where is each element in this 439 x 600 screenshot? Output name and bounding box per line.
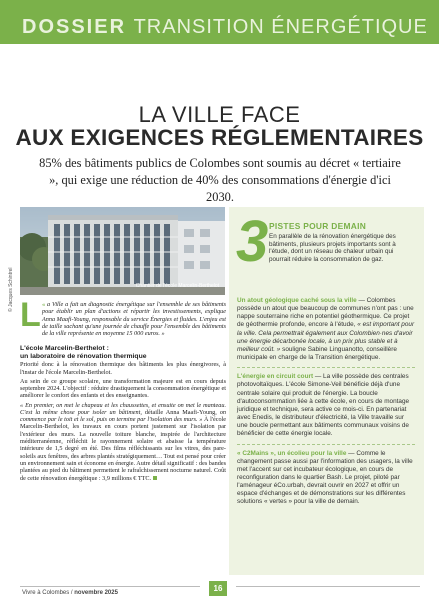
end-mark-icon [153,476,157,480]
drop-cap: L [20,296,41,334]
footer-rule-right [236,586,420,587]
sidebar-section-1-end: souligne Sabine Linguanotto, conseillère municipale en charge de la Transition énergétique. [237,345,397,362]
sidebar-title: PISTES POUR DEMAIN [269,221,367,231]
opening-quote-mark-icon: « [42,301,46,308]
sidebar-section-1-head: Un atout géologique caché sous la ville [237,297,357,304]
article-subhead [20,345,226,361]
sidebar-section-3-head: « C2Mains », un écolieu pour la ville [237,449,347,457]
article-title-line1: LA VILLE FACE [138,102,301,127]
sidebar-number: 3 [236,209,269,274]
dossier-header-band [0,0,439,44]
paragraph-1: Priorité donc à la rénovation thermique des bâtiments les plus énergivores, à l'instar de l'école Marcelin-Berthelot. [20,361,226,376]
p3-end: À l'école Marcelin-Berthelot, les travaux en cours portent justement sur l'isolation par l'extérieur des murs. La nouvelle toiture blanche, inspirée de l'architecture méditerranéenne, réfléchit le rayonnement solaire et abaisse la température intérieure de 1,5 degré en été. Des films réfléchissants sur les vitres, des pare-soleils aux fenêtres, des arbres plantés stratégiquement… Tout est pensé pour créer un environnement sain et économe en énergie. Autre détail significatif : des bandes plantées au pied du bâtiment permettent le rafraîchissement nocturne naturel. Coût de cette rénovation énergétique : 3,9 millions € TTC. [20,416,227,482]
p3-quote: « En premier, on met le chapeau et les chaussettes, et ensuite on met le manteau. C'est la même chose pour isoler un bâtiment, [20,401,226,416]
intro-text: a Ville a fait un diagnostic énergétique sur l'ensemble de ses bâtiments pour établir un plan d'actions et répartir les investissements, explique Anna Maafi-Young, responsable du service Énergies et fluides. L'enjeu est de taille sachant qu'une journée de chauffe pour l'ensemble des bâtiments de la ville représente en moyenne 15 000 euros. » [42,301,226,338]
p3-quote2: on commence par le toit et le sol, puis on termine par l'isolation des murs. » [20,408,227,424]
sidebar-divider [237,444,415,445]
subhead-line2: un laboratoire de rénovation thermique [20,353,147,361]
article-intro [20,296,226,338]
article-lead: 85% des bâtiments publics de Colombes sont soumis au décret « tertiaire », qui exige une réduction de 40% des consommations d'énergie d'ici 2030. [39,156,401,204]
sidebar-section-2 [237,373,415,438]
sidebar-section-1-quote: « est important pour la ville. Cela permettrait également aux Colombien·nes d'avoir une énergie décarbonée locale, à un prix plus stable et à meilleur coût. » [237,321,415,353]
footer-rule-left [20,586,200,587]
article-title-line2: AUX EXIGENCES RÉGLEMENTAIRES [15,125,424,150]
article-body [20,296,227,484]
sidebar-section-3-body: — Comme le changement passe aussi par l'information des usagers, la ville met l'accent sur cet incubateur écologique, en cours de reconfiguration dans le quartier Bash. Le projet, piloté par l'aménageur éCo.urbah, devrait ouvrir en 2027 et offrir un espace d'échanges et de démonstrations sur les différentes solutions « vertes » pour la ville de demain. [237,449,413,506]
school-building-illustration [20,207,225,295]
sidebar-box [229,207,424,575]
p3-attrib: détaille Anna Maafi-Young, [141,408,220,416]
sidebar-section-2-head: L'énergie en circuit court [237,373,314,381]
footer-pub-name: Vivre à Colombes / [22,590,73,596]
footer-date: novembre 2025 [74,590,118,596]
sidebar-body [237,297,415,507]
paragraph-3 [20,402,226,482]
sidebar-section-2-body: — La ville possède des centrales photovoltaïques. L'école Simone-Veil bénéficie déjà d'une centrale solaire qui produit de l'énergie. La boucle d'autoconsommation liée à cette école, en cours de montage juridique et technique, sera active ce mois-ci. En partenariat avec Enedis, le distributeur d'électricité, la Ville travaille sur une boucle permettant aux bâtiments communaux voisins de bénéficier de cette énergie locale. [237,373,410,438]
header-word-topic: TRANSITION ÉNERGÉTIQUE [133,16,428,38]
paragraph-2: Au sein de ce groupe scolaire, une transformation majeure est en cours depuis septembre 2024. L'objectif : réduire drastiquement la consommation énergétique et améliorer le confort des enfants et des enseignantes. [20,377,226,400]
page-footer [0,576,439,600]
intro-quote [42,301,226,337]
sidebar-section-1 [237,297,415,362]
school-photo [20,207,225,295]
header-word-dossier: DOSSIER [22,16,127,38]
photo-credit [8,212,20,312]
sidebar-intro: En parallèle de la rénovation énergétique des bâtiments, plusieurs projets importants sont à l'étude, dont un réseau de chaleur urbain qui pourrait réduire la consommation de gaz. [269,233,396,264]
sidebar-section-1-body: — Colombes possède un atout que beaucoup de communes n'ont pas : une nappe souterraine riche en potentiel géothermique. Ce projet de géothermie profonde, encore à l'étude, [237,297,414,329]
subhead-line1: L'école Marcelin-Berthelot : [20,345,109,353]
photo-credit-text: © Jacques Schintrel [8,267,14,312]
footer-publication [22,590,118,596]
photo-caption: Chantier de l'école Marcelin-Berthelot [135,283,219,289]
page-number: 16 [209,581,227,596]
sidebar-divider [237,367,415,368]
sidebar-section-3 [237,450,415,507]
header-title [22,16,428,39]
